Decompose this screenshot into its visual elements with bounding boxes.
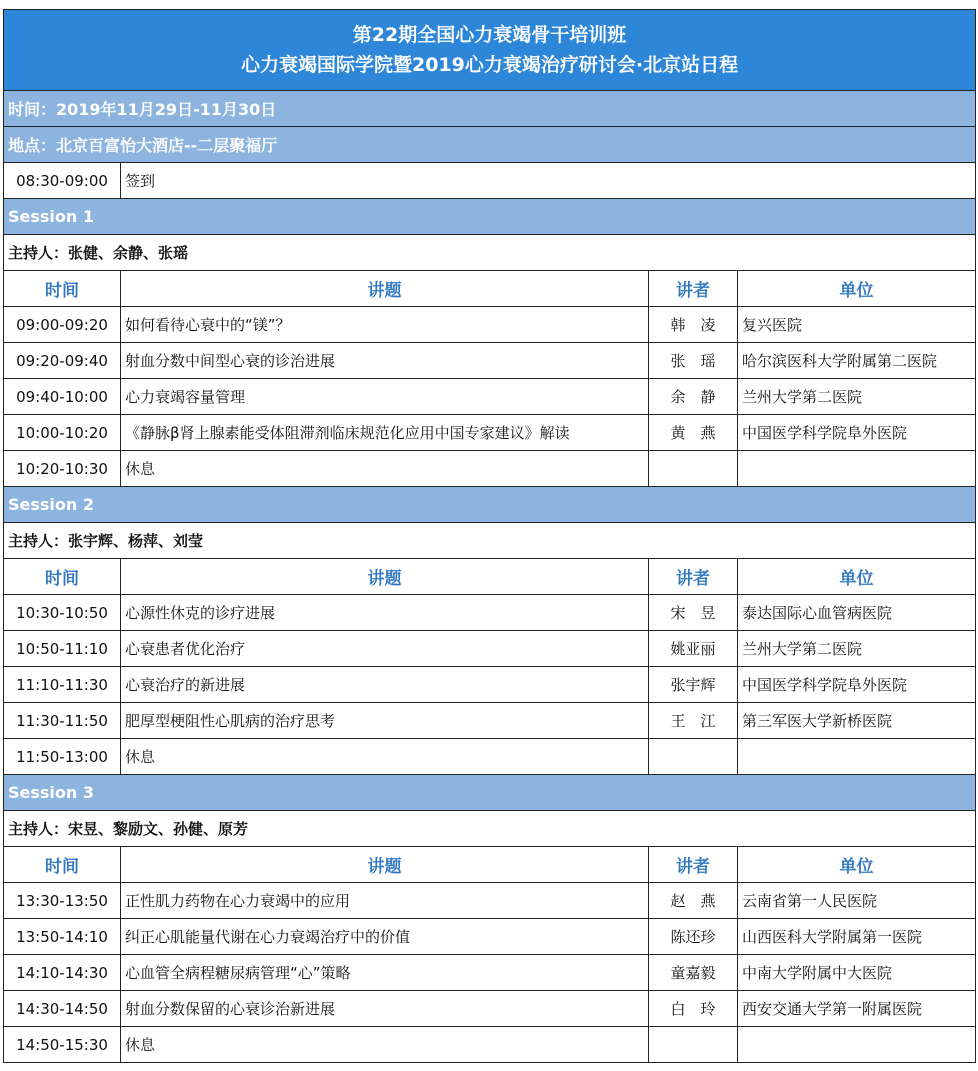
row-topic: 心衰治疗的新进展 (121, 667, 649, 703)
header-unit: 单位 (738, 271, 976, 307)
row-time: 13:50-14:10 (4, 919, 121, 955)
checkin-time: 08:30-09:00 (4, 163, 121, 199)
row-speaker: 姚亚丽 (649, 631, 738, 667)
row-speaker: 余 静 (649, 379, 738, 415)
title-row (4, 10, 976, 91)
row-speaker: 宋 昱 (649, 595, 738, 631)
table-row (4, 379, 976, 415)
table-row (4, 343, 976, 379)
header-time: 时间 (4, 559, 121, 595)
row-speaker: 黄 燕 (649, 415, 738, 451)
table-row (4, 955, 976, 991)
row-time: 10:50-11:10 (4, 631, 121, 667)
row-speaker: 童嘉毅 (649, 955, 738, 991)
host-row (4, 523, 976, 559)
column-header-row (4, 559, 976, 595)
row-time: 14:10-14:30 (4, 955, 121, 991)
column-header-row (4, 847, 976, 883)
row-unit: 云南省第一人民医院 (738, 883, 976, 919)
table-row (4, 595, 976, 631)
event-venue: 地点：北京百富怡大酒店--二层聚福厅 (4, 127, 976, 163)
row-topic: 《静脉β肾上腺素能受体阻滞剂临床规范化应用中国专家建议》解读 (121, 415, 649, 451)
row-speaker (649, 451, 738, 487)
checkin-row (4, 163, 976, 199)
row-unit: 中南大学附属中大医院 (738, 955, 976, 991)
session-row (4, 487, 976, 523)
table-row (4, 703, 976, 739)
checkin-topic: 签到 (121, 163, 976, 199)
host-row (4, 235, 976, 271)
row-unit: 山西医科大学附属第一医院 (738, 919, 976, 955)
row-topic: 射血分数保留的心衰诊治新进展 (121, 991, 649, 1027)
session-title: Session 3 (4, 775, 976, 811)
row-speaker: 陈还珍 (649, 919, 738, 955)
header-unit: 单位 (738, 847, 976, 883)
header-topic: 讲题 (121, 559, 649, 595)
row-unit (738, 739, 976, 775)
column-header-row (4, 271, 976, 307)
row-topic: 心力衰竭容量管理 (121, 379, 649, 415)
table-row (4, 631, 976, 667)
row-unit: 泰达国际心血管病医院 (738, 595, 976, 631)
row-time: 11:50-13:00 (4, 739, 121, 775)
schedule-table (3, 9, 976, 1063)
row-topic: 如何看待心衰中的“镁”？ (121, 307, 649, 343)
row-unit: 兰州大学第二医院 (738, 379, 976, 415)
row-time: 09:20-09:40 (4, 343, 121, 379)
row-speaker: 赵 燕 (649, 883, 738, 919)
row-unit (738, 1027, 976, 1063)
row-unit: 中国医学科学院阜外医院 (738, 667, 976, 703)
row-time: 10:20-10:30 (4, 451, 121, 487)
session-hosts: 主持人：张宇辉、杨萍、刘莹 (4, 523, 976, 559)
header-time: 时间 (4, 847, 121, 883)
row-unit: 西安交通大学第一附属医院 (738, 991, 976, 1027)
header-unit: 单位 (738, 559, 976, 595)
row-unit (738, 451, 976, 487)
event-date: 时间：2019年11月29日-11月30日 (4, 91, 976, 127)
row-unit: 兰州大学第二医院 (738, 631, 976, 667)
row-time: 11:10-11:30 (4, 667, 121, 703)
table-row (4, 415, 976, 451)
page-title (4, 10, 976, 91)
session-row (4, 775, 976, 811)
title-line-2: 心力衰竭国际学院暨2019心力衰竭治疗研讨会·北京站日程 (240, 54, 739, 76)
row-time: 13:30-13:50 (4, 883, 121, 919)
table-row (4, 883, 976, 919)
table-row (4, 739, 976, 775)
row-topic: 纠正心肌能量代谢在心力衰竭治疗中的价值 (121, 919, 649, 955)
header-speaker: 讲者 (649, 271, 738, 307)
table-row (4, 451, 976, 487)
table-row (4, 991, 976, 1027)
row-time: 10:00-10:20 (4, 415, 121, 451)
row-topic: 心血管全病程糖尿病管理“心”策略 (121, 955, 649, 991)
table-row (4, 919, 976, 955)
row-time: 14:50-15:30 (4, 1027, 121, 1063)
row-speaker: 王 江 (649, 703, 738, 739)
row-time: 11:30-11:50 (4, 703, 121, 739)
session-title: Session 2 (4, 487, 976, 523)
row-speaker (649, 739, 738, 775)
session-hosts: 主持人：宋昱、黎励文、孙健、原芳 (4, 811, 976, 847)
row-speaker: 张宇辉 (649, 667, 738, 703)
session-hosts: 主持人：张健、余静、张瑶 (4, 235, 976, 271)
row-topic: 休息 (121, 451, 649, 487)
row-speaker: 白 玲 (649, 991, 738, 1027)
row-topic: 肥厚型梗阻性心肌病的治疗思考 (121, 703, 649, 739)
header-topic: 讲题 (121, 847, 649, 883)
header-speaker: 讲者 (649, 559, 738, 595)
row-time: 09:40-10:00 (4, 379, 121, 415)
row-speaker: 韩 凌 (649, 307, 738, 343)
host-row (4, 811, 976, 847)
table-row (4, 1027, 976, 1063)
row-unit: 复兴医院 (738, 307, 976, 343)
row-unit: 第三军医大学新桥医院 (738, 703, 976, 739)
session-row (4, 199, 976, 235)
header-time: 时间 (4, 271, 121, 307)
row-topic: 休息 (121, 1027, 649, 1063)
row-unit: 中国医学科学院阜外医院 (738, 415, 976, 451)
header-topic: 讲题 (121, 271, 649, 307)
row-speaker (649, 1027, 738, 1063)
row-time: 14:30-14:50 (4, 991, 121, 1027)
venue-row (4, 127, 976, 163)
row-topic: 心源性休克的诊疗进展 (121, 595, 649, 631)
row-time: 09:00-09:20 (4, 307, 121, 343)
date-row (4, 91, 976, 127)
row-topic: 休息 (121, 739, 649, 775)
row-unit: 哈尔滨医科大学附属第二医院 (738, 343, 976, 379)
row-topic: 正性肌力药物在心力衰竭中的应用 (121, 883, 649, 919)
table-row (4, 667, 976, 703)
row-speaker: 张 瑶 (649, 343, 738, 379)
title-line-1: 第22期全国心力衰竭骨干培训班 (352, 24, 627, 46)
row-time: 10:30-10:50 (4, 595, 121, 631)
row-topic: 射血分数中间型心衰的诊治进展 (121, 343, 649, 379)
session-title: Session 1 (4, 199, 976, 235)
row-topic: 心衰患者优化治疗 (121, 631, 649, 667)
table-row (4, 307, 976, 343)
header-speaker: 讲者 (649, 847, 738, 883)
